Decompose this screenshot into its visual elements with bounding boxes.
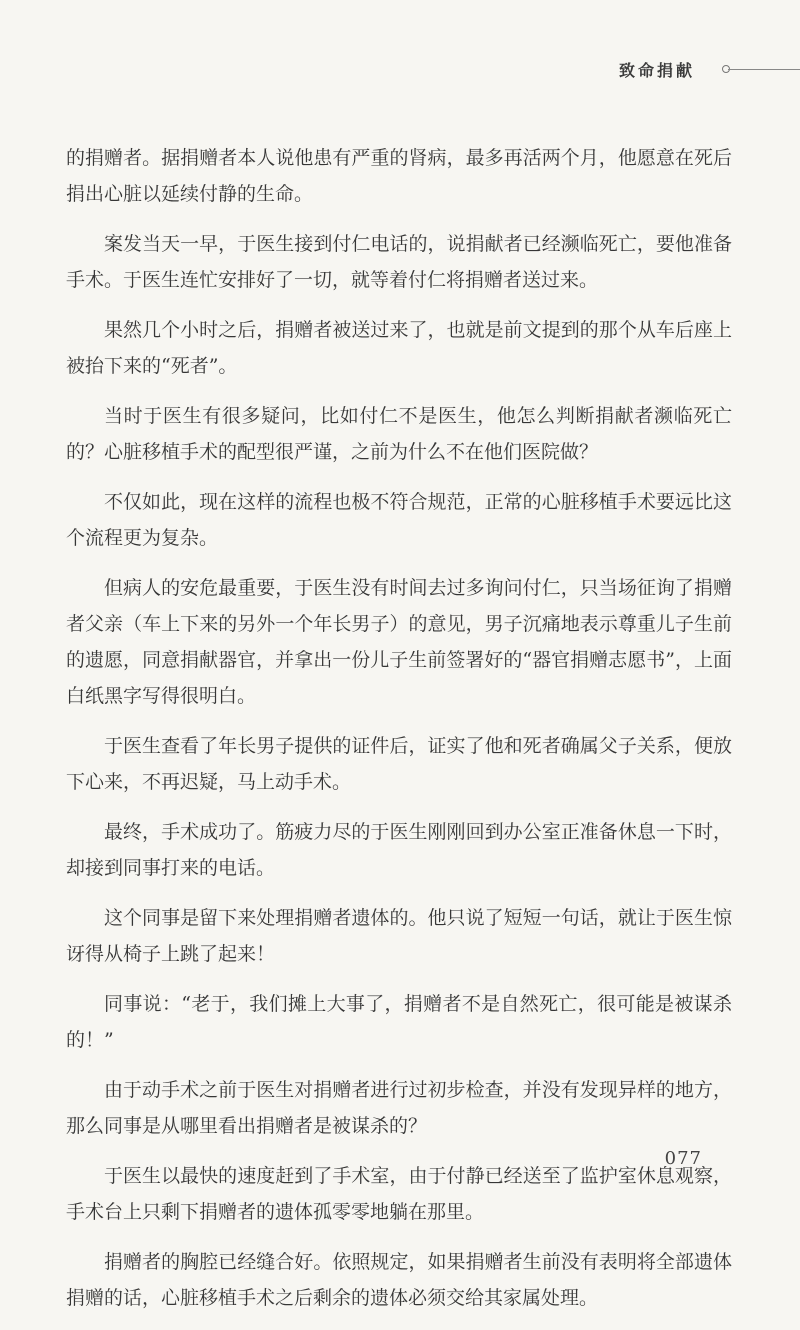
header-rule-line (728, 69, 800, 70)
paragraph: 不仅如此，现在这样的流程也极不符合规范，正常的心脏移植手术要远比这个流程更为复杂。 (66, 491, 732, 549)
paragraph: 最终，手术成功了。筋疲力尽的于医生刚刚回到办公室正准备休息一下时，却接到同事打来的电话。 (66, 821, 732, 879)
running-header (0, 58, 800, 88)
paragraph: 这个同事是留下来处理捐赠者遗体的。他只说了短短一句话，就让于医生惊讶得从椅子上跳了起来！ (66, 907, 732, 965)
paragraph: 但病人的安危最重要，于医生没有时间去过多询问付仁，只当场征询了捐赠者父亲（车上下来的另外一个年长男子）的意见，男子沉痛地表示尊重儿子生前的遗愿，同意捐献器官，并拿出一份儿子生前签署好的“器官捐赠志愿书”，上面白纸黑字写得很明白。 (66, 577, 732, 707)
paragraph: 同事说：“老于，我们摊上大事了，捐赠者不是自然死亡，很可能是被谋杀的！” (66, 993, 732, 1051)
paragraph: 案发当天一早，于医生接到付仁电话的，说捐献者已经濒临死亡，要他准备手术。于医生连忙安排好了一切，就等着付仁将捐赠者送过来。 (66, 233, 732, 291)
paragraph: 的捐赠者。据捐赠者本人说他患有严重的肾病，最多再活两个月，他愿意在死后捐出心脏以延续付静的生命。 (66, 147, 732, 205)
paragraph: 由于动手术之前于医生对捐赠者进行过初步检查，并没有发现异样的地方，那么同事是从哪里看出捐赠者是被谋杀的？ (66, 1079, 732, 1137)
paragraph: 于医生以最快的速度赶到了手术室，由于付静已经送至了监护室休息观察，手术台上只剩下捐赠者的遗体孤零零地躺在那里。 (66, 1165, 732, 1223)
paragraph: 当时于医生有很多疑问，比如付仁不是医生，他怎么判断捐献者濒临死亡的？心脏移植手术的配型很严谨，之前为什么不在他们医院做？ (66, 405, 732, 463)
page-number: 077 (664, 1148, 702, 1169)
paragraph: 捐赠者的胸腔已经缝合好。依照规定，如果捐赠者生前没有表明将全部遗体捐赠的话，心脏移植手术之后剩余的遗体必须交给其家属处理。 (66, 1251, 732, 1309)
paragraph: 果然几个小时之后，捐赠者被送过来了，也就是前文提到的那个从车后座上被抬下来的“死者”。 (66, 319, 732, 377)
chapter-title: 致命捐献 (618, 61, 695, 80)
paragraph: 于医生查看了年长男子提供的证件后，证实了他和死者确属父子关系，便放下心来，不再迟疑，马上动手术。 (66, 735, 732, 793)
body-text (66, 140, 732, 1330)
